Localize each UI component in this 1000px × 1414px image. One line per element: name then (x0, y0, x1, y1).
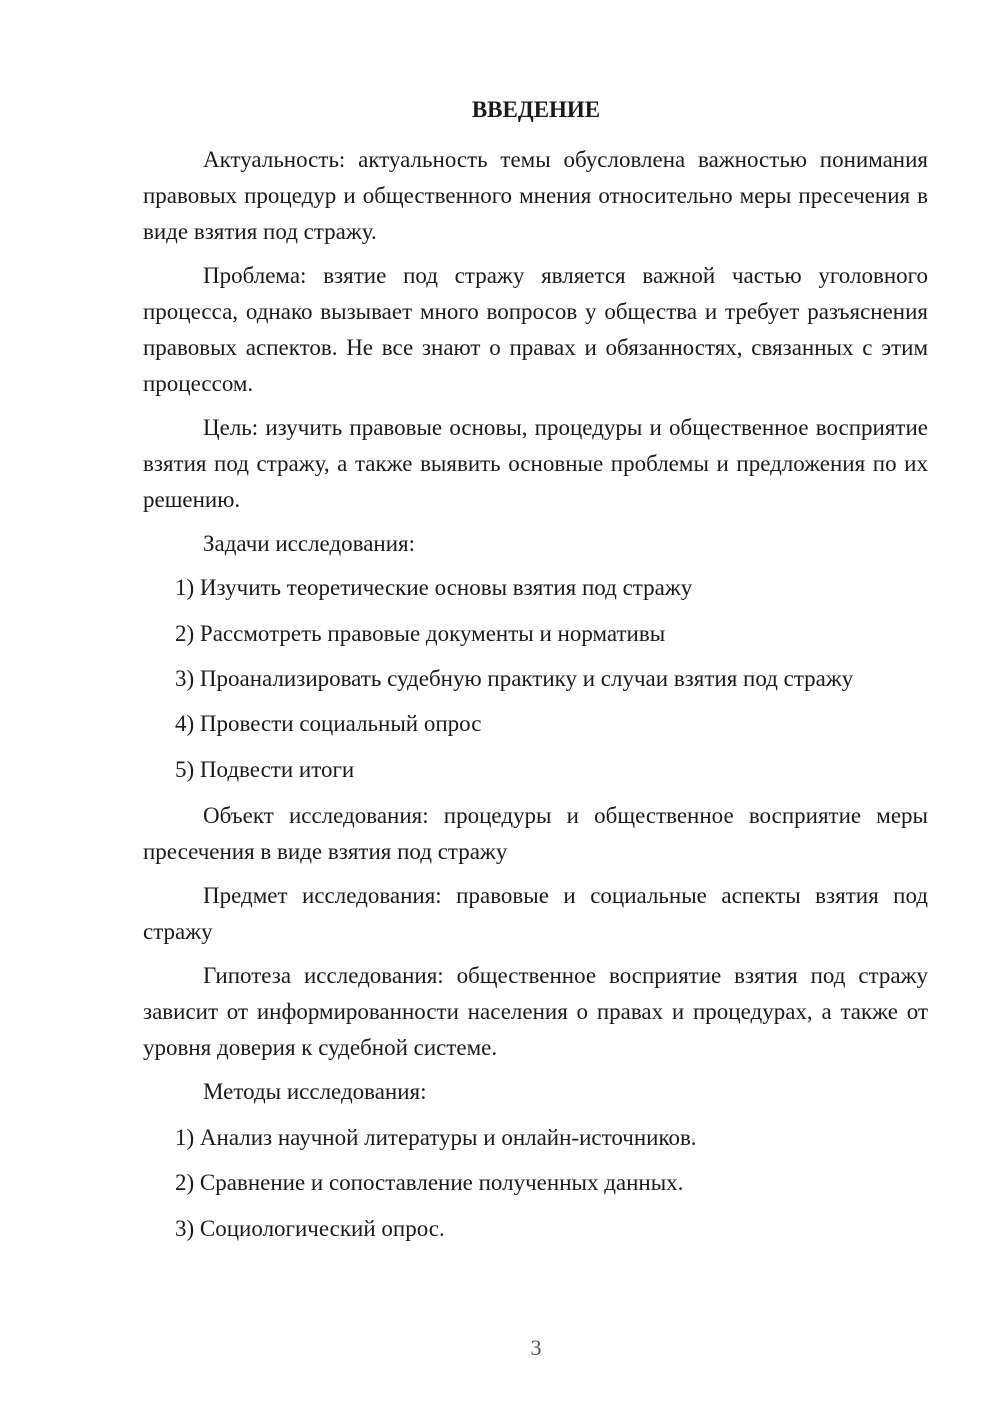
task-item: 5) Подвести итоги (175, 757, 355, 782)
page-title: ВВЕДЕНИЕ (471, 97, 601, 122)
tasks-heading: Задачи исследования: (203, 531, 416, 556)
methods-heading: Методы исследования: (203, 1079, 427, 1104)
relevance-paragraph: Актуальность: актуальность темы обусловлена важностью понимания правовых процедур и общественного мнения относительно меры пресечения в виде взятия под стражу. (143, 147, 928, 244)
subject-paragraph: Предмет исследования: правовые и социальные аспекты взятия под стражу (143, 883, 928, 944)
goal-paragraph: Цель: изучить правовые основы, процедуры и общественное восприятие взятия под стражу, а также выявить основные проблемы и предложения по их решению. (143, 415, 928, 512)
method-item: 3) Социологический опрос. (175, 1216, 445, 1241)
page-number: 3 (530, 1335, 542, 1360)
hypothesis-paragraph: Гипотеза исследования: общественное восприятие взятия под стражу зависит от информированности населения о правах и процедурах, а также от уровня доверия к судебной системе. (143, 963, 928, 1060)
task-item: 4) Провести социальный опрос (175, 711, 482, 736)
method-item: 1) Анализ научной литературы и онлайн-источников. (175, 1125, 697, 1150)
method-item: 2) Сравнение и сопоставление полученных данных. (175, 1170, 684, 1195)
object-paragraph: Объект исследования: процедуры и общественное восприятие меры пресечения в виде взятия под стражу (143, 803, 928, 864)
problem-paragraph: Проблема: взятие под стражу является важной частью уголовного процесса, однако вызывает много вопросов у общества и требует разъяснения правовых аспектов. Не все знают о правах и обязанностях, связанных с этим процессом. (143, 263, 928, 396)
task-item: 3) Проанализировать судебную практику и случаи взятия под стражу (175, 666, 854, 691)
task-item: 2) Рассмотреть правовые документы и нормативы (175, 621, 666, 646)
task-item: 1) Изучить теоретические основы взятия под стражу (175, 575, 693, 600)
